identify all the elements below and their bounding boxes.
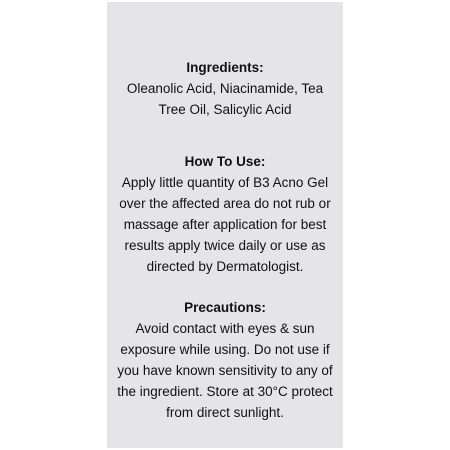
ingredients-title: Ingredients:	[186, 60, 264, 75]
precautions-text: Avoid contact with eyes & sun exposure while using. Do not use if you have known sensitivity to any of the ingredient. Store at 30°C protect from direct sunlight.	[117, 321, 333, 420]
how-to-use-section	[107, 152, 343, 277]
how-to-use-title: How To Use:	[184, 154, 266, 169]
precautions-title: Precautions:	[184, 300, 266, 315]
product-info-card	[107, 2, 343, 448]
ingredients-section	[107, 58, 343, 120]
how-to-use-text: Apply little quantity of B3 Acno Gel over the affected area do not rub or massage after application for best results apply twice daily or use as directed by Dermatologist.	[119, 175, 331, 274]
precautions-section	[107, 298, 343, 423]
ingredients-text: Oleanolic Acid, Niacinamide, Tea Tree Oil, Salicylic Acid	[126, 81, 324, 117]
